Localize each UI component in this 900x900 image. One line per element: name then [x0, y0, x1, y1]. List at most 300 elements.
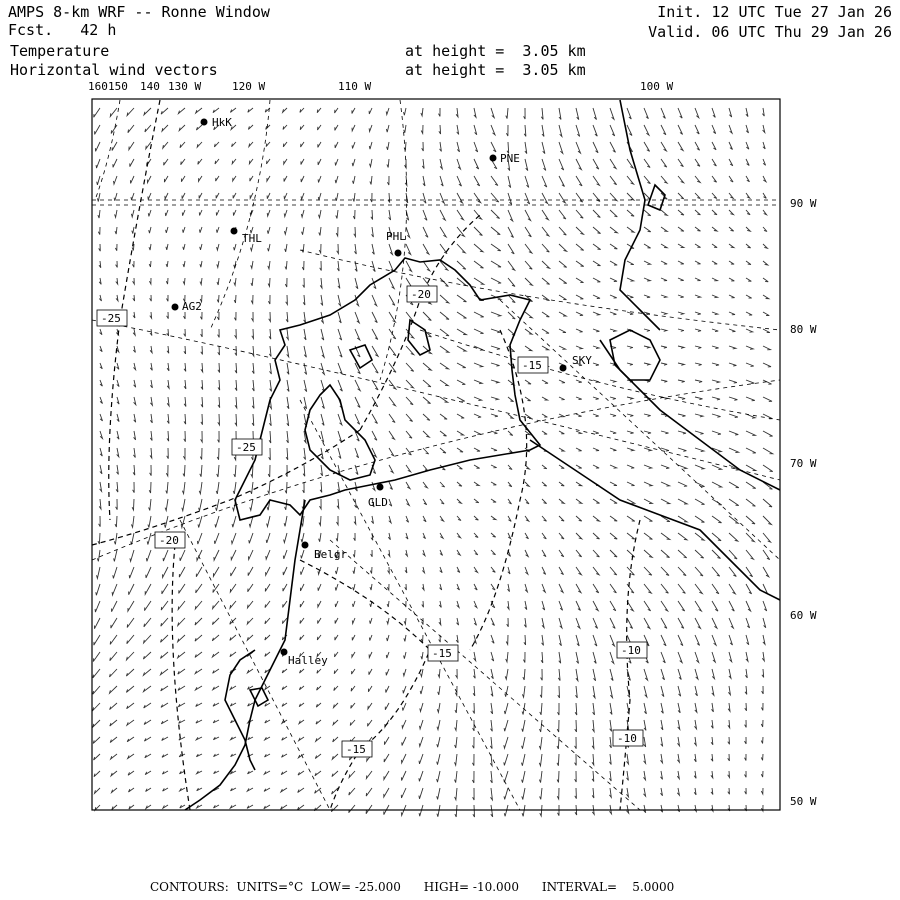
wind-vector: [593, 159, 599, 169]
wind-vector: [369, 635, 372, 641]
ellsworth-coast: [620, 100, 660, 330]
wind-vector: [763, 193, 766, 198]
wind-vector: [576, 448, 582, 451]
wind-vector: [491, 652, 494, 661]
wind-vector: [457, 210, 464, 220]
wind-vector: [406, 499, 409, 505]
station-marker[interactable]: [377, 484, 384, 491]
wind-vector: [678, 363, 684, 365]
station-marker[interactable]: [201, 119, 208, 126]
wind-vector: [695, 125, 699, 134]
wind-vector: [576, 312, 583, 316]
wind-vector: [559, 346, 566, 349]
wind-vector: [610, 227, 617, 233]
wind-vector: [593, 635, 597, 646]
wind-vector: [610, 244, 617, 249]
wind-vector: [506, 652, 508, 662]
wind-vector: [252, 329, 254, 339]
wind-vector: [677, 788, 679, 795]
wind-vector: [303, 482, 305, 493]
wind-vector: [491, 788, 493, 800]
wind-vector: [593, 261, 601, 266]
wind-vector: [440, 550, 443, 555]
wind-vector: [746, 244, 751, 248]
wind-vector: [300, 584, 304, 591]
wind-vector: [763, 261, 768, 265]
wind-vector: [661, 465, 669, 469]
wind-vector: [508, 584, 510, 592]
wind-vector: [282, 669, 287, 673]
contour-line: [360, 215, 480, 430]
wind-vector: [712, 227, 717, 231]
wind-vector: [508, 567, 510, 574]
wind-vector: [196, 754, 202, 757]
wind-vector: [388, 533, 390, 540]
wind-vector: [93, 652, 100, 662]
wind-vector: [712, 278, 717, 281]
wind-vector: [644, 550, 652, 557]
wind-vector: [661, 176, 667, 183]
wind-vector: [609, 754, 611, 765]
wind-vector: [474, 329, 484, 334]
wind-vector: [576, 176, 582, 186]
wind-vector: [336, 193, 339, 201]
wind-vector: [372, 482, 375, 490]
wind-vector: [298, 771, 304, 775]
wind-vector: [163, 788, 168, 791]
wind-vector: [678, 703, 680, 713]
wind-vector: [144, 703, 151, 708]
wind-vector: [265, 635, 270, 640]
wind-vector: [440, 380, 448, 386]
wind-vector: [661, 346, 667, 348]
wind-vector: [369, 125, 372, 132]
wind-vector: [557, 754, 559, 766]
wind-vector: [97, 176, 100, 185]
wind-vector: [182, 482, 185, 494]
wind-vector: [575, 703, 577, 715]
height-wind: at height = 3.05 km: [405, 61, 586, 79]
wind-vector: [627, 193, 634, 200]
wind-vector: [540, 720, 543, 732]
wind-vector: [200, 312, 202, 319]
wind-vector: [610, 652, 614, 663]
wind-vector: [150, 465, 152, 476]
wind-vector: [266, 125, 270, 129]
wind-vector: [761, 754, 763, 760]
wind-vector: [217, 227, 220, 233]
wind-vector: [576, 465, 582, 468]
station-marker[interactable]: [560, 365, 567, 372]
wind-vector: [114, 176, 118, 184]
wind-vector: [523, 669, 525, 680]
wind-vector: [542, 516, 547, 521]
wind-vector: [712, 618, 717, 628]
station-label: AG2: [182, 300, 202, 313]
wind-vector: [355, 448, 359, 458]
wind-vector: [95, 601, 100, 612]
wind-vector: [388, 567, 390, 573]
wind-vector: [457, 465, 462, 469]
wind-vector: [129, 584, 134, 595]
wind-vector: [539, 771, 542, 783]
wind-vector: [644, 771, 646, 780]
contour-label: -25: [101, 312, 121, 325]
wind-vector: [338, 346, 342, 357]
contour-label: -10: [621, 644, 641, 657]
wind-vector: [406, 431, 412, 438]
wind-vector: [163, 567, 169, 578]
wind-vector: [610, 431, 616, 434]
wind-vector: [729, 176, 733, 182]
wind-vector: [474, 499, 479, 503]
wind-vector: [491, 703, 493, 714]
wind-vector: [695, 686, 697, 696]
wind-vector: [440, 329, 449, 336]
wind-vector: [368, 720, 373, 726]
wind-vector: [576, 227, 584, 234]
wind-vector: [338, 295, 341, 306]
wind-vector: [321, 465, 323, 476]
wind-vector: [523, 652, 525, 663]
wind-vector: [695, 703, 697, 712]
wind-vector: [542, 584, 545, 592]
wind-vector: [763, 346, 770, 350]
wind-vector: [729, 414, 738, 418]
wind-vector: [763, 363, 771, 367]
wind-vector: [711, 788, 713, 795]
wind-vector: [110, 652, 117, 661]
wind-vector: [117, 465, 119, 474]
wind-vector: [678, 669, 681, 680]
wind-vector: [162, 771, 168, 774]
wind-vector: [286, 295, 288, 305]
wind-vector: [593, 278, 600, 282]
wind-vector: [508, 278, 515, 286]
wind-vector: [230, 584, 236, 592]
wind-vector: [93, 669, 100, 678]
wind-vector: [712, 499, 722, 505]
wind-vector: [610, 584, 616, 593]
wind-vector: [146, 550, 151, 561]
queen-maud-coast: [225, 650, 255, 770]
wind-vector: [678, 720, 680, 729]
wind-vector: [474, 312, 484, 317]
wind-vector: [542, 142, 545, 154]
wind-vector: [661, 278, 667, 281]
wind-vector: [100, 363, 102, 369]
wind-vector: [369, 142, 372, 149]
wind-vector: [337, 261, 339, 271]
wind-vector: [695, 261, 701, 264]
wind-vector: [113, 567, 117, 578]
wind-vector: [334, 703, 339, 708]
antarctic-peninsula-coast: [530, 440, 780, 600]
wind-vector: [559, 278, 567, 283]
wind-vector: [301, 176, 304, 182]
wind-vector: [406, 227, 410, 237]
wind-vector: [248, 108, 253, 112]
wind-vector: [232, 159, 236, 164]
wind-vector: [213, 703, 219, 706]
wind-vector: [576, 550, 582, 557]
wind-vector: [423, 550, 425, 556]
wind-vector: [214, 805, 220, 808]
wind-vector: [423, 227, 428, 237]
lon-label-120: 120 W: [232, 80, 266, 93]
wind-vector: [304, 363, 307, 374]
wind-vector: [100, 346, 103, 352]
wind-vector: [627, 482, 635, 486]
wind-vector: [728, 703, 730, 711]
wind-vector: [372, 346, 378, 356]
peninsula-west-coast: [600, 340, 780, 490]
wind-vector: [281, 788, 287, 792]
wind-vector: [729, 635, 733, 645]
wind-vector: [678, 652, 682, 663]
wind-vector: [491, 550, 496, 555]
wind-vector: [695, 380, 702, 383]
wind-vector: [609, 788, 611, 797]
station-marker[interactable]: [281, 649, 288, 656]
wind-vector: [491, 346, 500, 349]
wind-vector: [99, 295, 101, 301]
wind-vector: [456, 108, 458, 117]
wind-vector: [93, 703, 100, 711]
wind-vector: [593, 465, 599, 468]
wind-vector: [712, 652, 715, 662]
wind-vector: [110, 720, 117, 726]
wind-vector: [610, 669, 613, 681]
wind-vector: [133, 278, 135, 284]
wind-vector: [472, 754, 474, 766]
wind-vector: [248, 771, 254, 774]
wind-vector: [542, 601, 545, 610]
wind-vector: [457, 499, 461, 503]
wind-vector: [321, 346, 324, 357]
wind-vector: [525, 550, 528, 557]
wind-vector: [369, 108, 372, 114]
wind-vector: [542, 159, 546, 170]
wind-vector: [576, 635, 579, 646]
wind-vector: [114, 533, 117, 544]
wind-vector: [491, 720, 493, 731]
wind-vector: [661, 108, 665, 118]
wind-vector: [678, 533, 687, 540]
wind-vector: [387, 601, 389, 607]
wind-vector: [610, 397, 616, 399]
wind-vector: [98, 533, 100, 544]
wind-vector: [93, 720, 100, 727]
wind-vector: [297, 805, 304, 810]
wind-vector: [406, 482, 410, 489]
wind-vector: [198, 516, 202, 528]
wind-vector: [491, 312, 501, 316]
wind-vector: [218, 363, 220, 373]
wind-vector: [542, 193, 548, 203]
wind-vector: [491, 397, 498, 400]
wind-vector: [97, 567, 101, 578]
wind-vector: [474, 550, 478, 555]
wind-vector: [558, 686, 560, 698]
wind-vector: [525, 533, 529, 539]
wind-vector: [593, 669, 596, 681]
wind-vector: [712, 312, 718, 315]
wind-vector: [147, 533, 151, 545]
station-marker[interactable]: [302, 542, 309, 549]
station-marker[interactable]: [490, 155, 497, 162]
wind-vector: [319, 244, 321, 253]
wind-vector: [317, 635, 321, 640]
wind-vector: [150, 295, 152, 301]
wind-vector: [93, 737, 100, 743]
wind-vector: [420, 720, 424, 729]
wind-vector: [299, 737, 304, 741]
wind-vector: [610, 737, 612, 748]
wind-vector: [763, 448, 773, 454]
wind-vector: [422, 159, 424, 169]
wind-vector: [695, 193, 700, 199]
wind-vector: [712, 465, 722, 470]
wind-vector: [338, 329, 342, 340]
wind-vector: [593, 125, 597, 136]
wind-vector: [113, 159, 117, 167]
wind-vector: [508, 482, 512, 487]
wind-vector: [336, 227, 338, 236]
wind-vector: [180, 788, 185, 791]
wind-vector: [746, 108, 748, 117]
wind-vector: [457, 193, 463, 203]
wind-vector: [167, 431, 169, 441]
wind-vector: [491, 176, 498, 186]
wind-vector: [610, 499, 617, 503]
wind-vector: [678, 108, 682, 118]
station-marker[interactable]: [172, 304, 179, 311]
wind-vector: [746, 193, 750, 198]
wind-vector: [440, 414, 447, 419]
wind-vector: [729, 329, 735, 332]
wind-vector: [661, 720, 663, 730]
wind-vector: [746, 125, 749, 133]
wind-vector: [233, 193, 236, 198]
wind-vector: [128, 771, 134, 775]
wind-vector: [336, 567, 339, 574]
wind-vector: [197, 533, 202, 544]
wind-vector: [287, 346, 289, 357]
wind-vector: [304, 329, 306, 340]
wind-vector: [728, 771, 730, 778]
wind-vector: [474, 448, 480, 451]
wind-vector: [763, 567, 769, 577]
wind-vector: [218, 431, 220, 442]
wind-vector: [389, 346, 396, 356]
wind-vector: [559, 652, 561, 663]
wind-vector: [712, 584, 719, 594]
wind-vector: [268, 295, 270, 304]
wind-vector: [353, 193, 355, 201]
wind-vector: [558, 703, 560, 715]
wind-vector: [508, 176, 511, 188]
wind-vector: [761, 737, 763, 744]
lon-label-150: 150: [108, 80, 128, 93]
wind-vector: [644, 363, 650, 365]
wind-vector: [644, 533, 652, 539]
wind-vector: [644, 567, 652, 575]
wind-vector: [286, 448, 288, 460]
wind-vector: [559, 227, 566, 235]
wind-vector: [627, 125, 632, 136]
station-marker[interactable]: [231, 228, 238, 235]
wind-vector: [712, 431, 721, 435]
wind-vector: [298, 788, 304, 793]
wind-vector: [593, 142, 598, 153]
station-label: Halley: [288, 654, 328, 667]
wind-vector: [386, 652, 389, 658]
wind-vector: [506, 635, 508, 644]
map-title: AMPS 8-km WRF -- Ronne Window: [8, 3, 270, 21]
wind-vector: [695, 244, 701, 247]
wind-vector: [163, 805, 168, 808]
wind-vector: [610, 465, 617, 468]
wind-vector: [610, 635, 615, 646]
wind-vector: [746, 533, 754, 542]
wind-vector: [250, 193, 253, 198]
wind-vector: [127, 618, 134, 628]
wind-vector: [559, 312, 566, 316]
wind-vector: [230, 108, 236, 112]
wind-vector: [542, 380, 548, 383]
wind-vector: [234, 465, 236, 477]
wind-vector: [559, 159, 564, 170]
wind-vector: [248, 703, 253, 706]
wind-vector: [300, 669, 305, 673]
wind-vector: [178, 669, 185, 674]
contour-label: -25: [236, 441, 256, 454]
wind-vector: [504, 788, 508, 799]
wind-vector: [644, 686, 647, 697]
wind-vector: [218, 329, 220, 337]
wind-vector: [695, 210, 700, 215]
station-marker[interactable]: [395, 250, 402, 257]
wind-vector: [457, 414, 464, 418]
wind-vector: [355, 261, 357, 271]
wind-vector: [644, 125, 649, 135]
wind-vector: [695, 550, 704, 558]
wind-vector: [285, 261, 287, 269]
wind-vector: [149, 499, 151, 510]
contour-legend: CONTOURS: UNITS=°C LOW= -25.000 HIGH= -10.000 INTERVAL= 5.0000: [150, 880, 675, 894]
wind-vector: [100, 465, 102, 474]
wind-vector: [522, 737, 525, 749]
wind-vector: [491, 261, 501, 267]
wind-vector: [131, 516, 134, 527]
wind-vector: [437, 788, 440, 799]
wind-vector: [401, 788, 406, 798]
wind-vector: [149, 278, 151, 284]
wind-vector: [438, 686, 440, 695]
wind-vector: [678, 499, 687, 504]
wind-vector: [762, 669, 764, 677]
wind-vector: [491, 482, 496, 485]
wind-vector: [335, 159, 338, 166]
wind-vector: [355, 499, 357, 508]
alexander-island: [610, 330, 660, 380]
wind-vector: [318, 618, 321, 624]
wind-vector: [143, 652, 151, 659]
wind-vector: [269, 414, 271, 426]
wind-vector: [457, 618, 459, 625]
wind-vector: [695, 448, 704, 452]
